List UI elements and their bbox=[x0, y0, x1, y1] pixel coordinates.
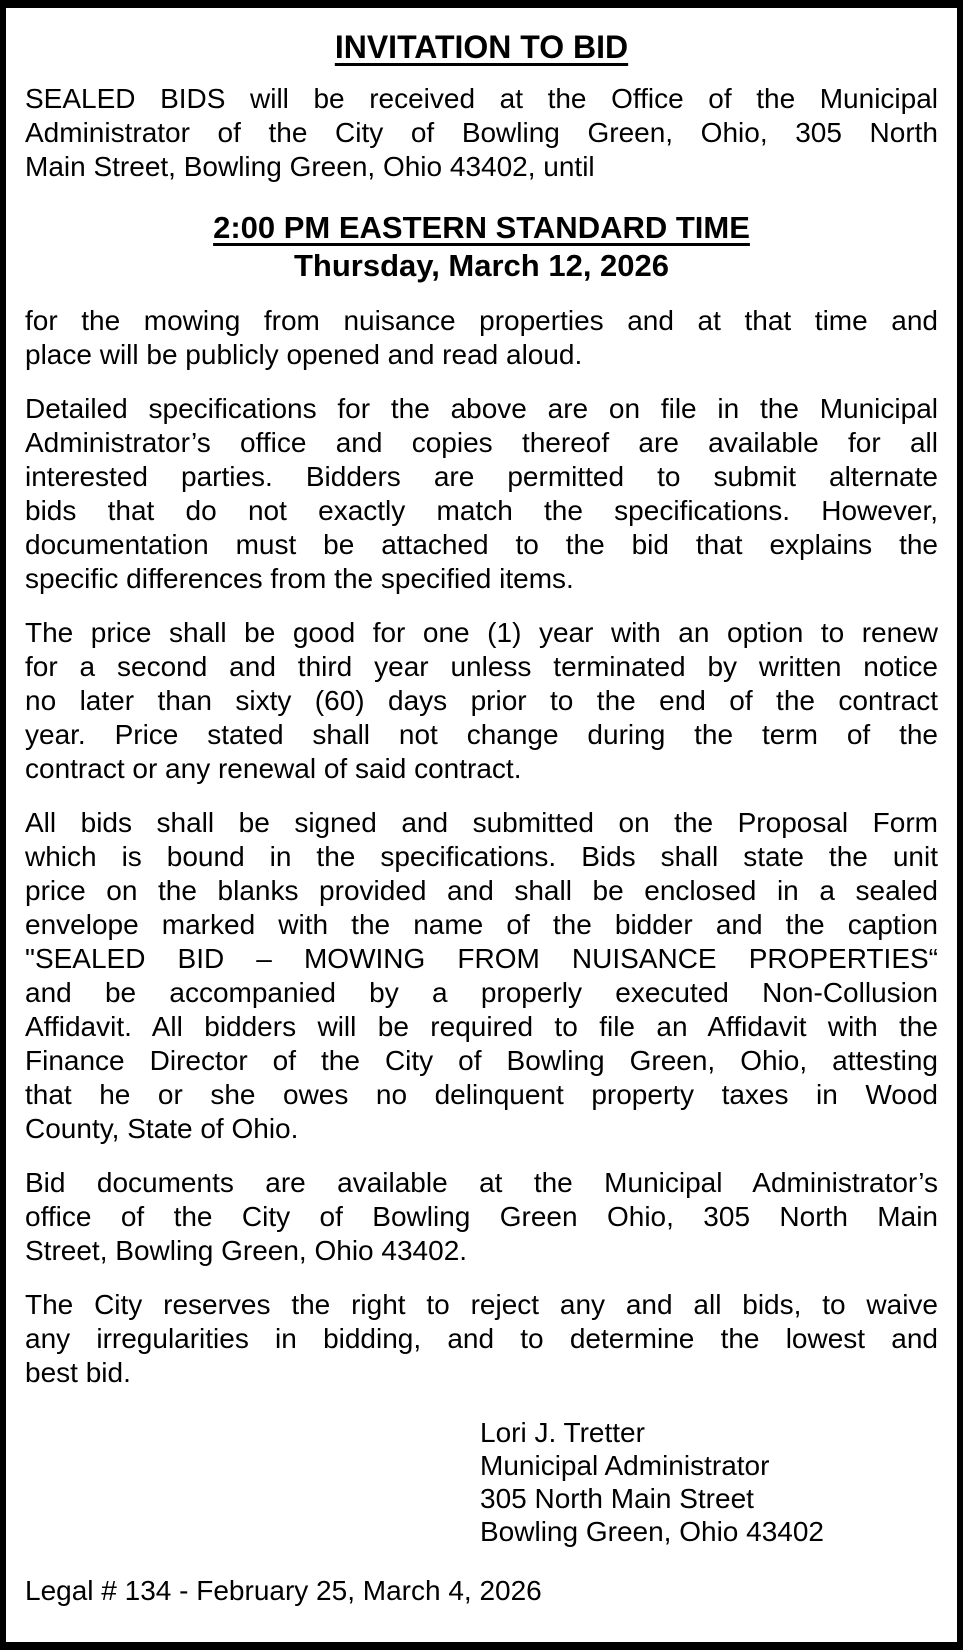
deadline-date: Thursday, March 12, 2026 bbox=[293, 248, 670, 283]
text-line: Affidavit. All bidders will be required to file an Affidavit with the bbox=[25, 1011, 938, 1042]
text-line: Municipal Administrator bbox=[480, 1450, 770, 1481]
page-title bbox=[25, 28, 938, 66]
text-line: price on the blanks provided and shall be enclosed in a sealed bbox=[25, 875, 938, 906]
text-line: no later than sixty (60) days prior to the end of the contract bbox=[25, 685, 938, 716]
text-line: and be accompanied by a properly executed Non-Collusion bbox=[25, 977, 938, 1008]
text-line: "SEALED BID – MOWING FROM NUISANCE PROPERTIES“ bbox=[25, 943, 938, 974]
text-line: SEALED BIDS will be received at the Office of the Municipal bbox=[25, 83, 938, 114]
intro-paragraph bbox=[25, 82, 938, 184]
text-line: specific differences from the specified items. bbox=[25, 563, 574, 594]
text-line: contract or any renewal of said contract. bbox=[25, 753, 522, 784]
body-paragraph-opening bbox=[25, 304, 938, 372]
text-line: Lori J. Tretter bbox=[480, 1417, 645, 1448]
body-paragraph-submission bbox=[25, 806, 938, 1146]
text-line: Finance Director of the City of Bowling Green, Ohio, attesting bbox=[25, 1045, 938, 1076]
text-line: Administrator’s office and copies thereof are available for all bbox=[25, 427, 938, 458]
text-line: office of the City of Bowling Green Ohio, 305 North Main bbox=[25, 1201, 938, 1232]
text-line: Bowling Green, Ohio 43402 bbox=[480, 1516, 824, 1547]
text-line: Street, Bowling Green, Ohio 43402. bbox=[25, 1235, 468, 1266]
text-line: County, State of Ohio. bbox=[25, 1113, 299, 1144]
text-line: year. Price stated shall not change during the term of the bbox=[25, 719, 938, 750]
page-title-text: INVITATION TO BID bbox=[334, 29, 629, 65]
text-line: any irregularities in bidding, and to determine the lowest and bbox=[25, 1323, 938, 1354]
text-line: which is bound in the specifications. Bids shall state the unit bbox=[25, 841, 938, 872]
text-line: 305 North Main Street bbox=[480, 1483, 754, 1514]
text-line: interested parties. Bidders are permitted to submit alternate bbox=[25, 461, 938, 492]
body-paragraph-rights bbox=[25, 1288, 938, 1390]
text-line: The City reserves the right to reject any and all bids, to waive bbox=[25, 1289, 938, 1320]
text-line: for a second and third year unless terminated by written notice bbox=[25, 651, 938, 682]
text-line: Bid documents are available at the Municipal Administrator’s bbox=[25, 1167, 938, 1198]
body-paragraph-specifications bbox=[25, 392, 938, 596]
deadline-time: 2:00 PM EASTERN STANDARD TIME bbox=[213, 210, 750, 245]
text-line: that he or she owes no delinquent property taxes in Wood bbox=[25, 1079, 938, 1110]
text-line: Administrator of the City of Bowling Green, Ohio, 305 North bbox=[25, 117, 938, 148]
text-line: bids that do not exactly match the specifications. However, bbox=[25, 495, 938, 526]
text-line: Main Street, Bowling Green, Ohio 43402, until bbox=[25, 151, 595, 182]
notice-content bbox=[6, 8, 957, 1642]
text-line: The price shall be good for one (1) year with an option to renew bbox=[25, 617, 938, 648]
text-line: for the mowing from nuisance properties and at that time and bbox=[25, 305, 938, 336]
text-line: place will be publicly opened and read aloud. bbox=[25, 339, 583, 370]
body-paragraph-price-terms bbox=[25, 616, 938, 786]
body-paragraph-documents bbox=[25, 1166, 938, 1268]
legal-footer: Legal # 134 - February 25, March 4, 2026 bbox=[25, 1575, 542, 1606]
text-line: Detailed specifications for the above are on file in the Municipal bbox=[25, 393, 938, 424]
text-line: best bid. bbox=[25, 1357, 131, 1388]
text-line: All bids shall be signed and submitted on the Proposal Form bbox=[25, 807, 938, 838]
signature-block bbox=[480, 1416, 938, 1548]
text-line: documentation must be attached to the bid that explains the bbox=[25, 529, 938, 560]
text-line: envelope marked with the name of the bidder and the caption bbox=[25, 909, 938, 940]
deadline-block bbox=[25, 210, 938, 284]
